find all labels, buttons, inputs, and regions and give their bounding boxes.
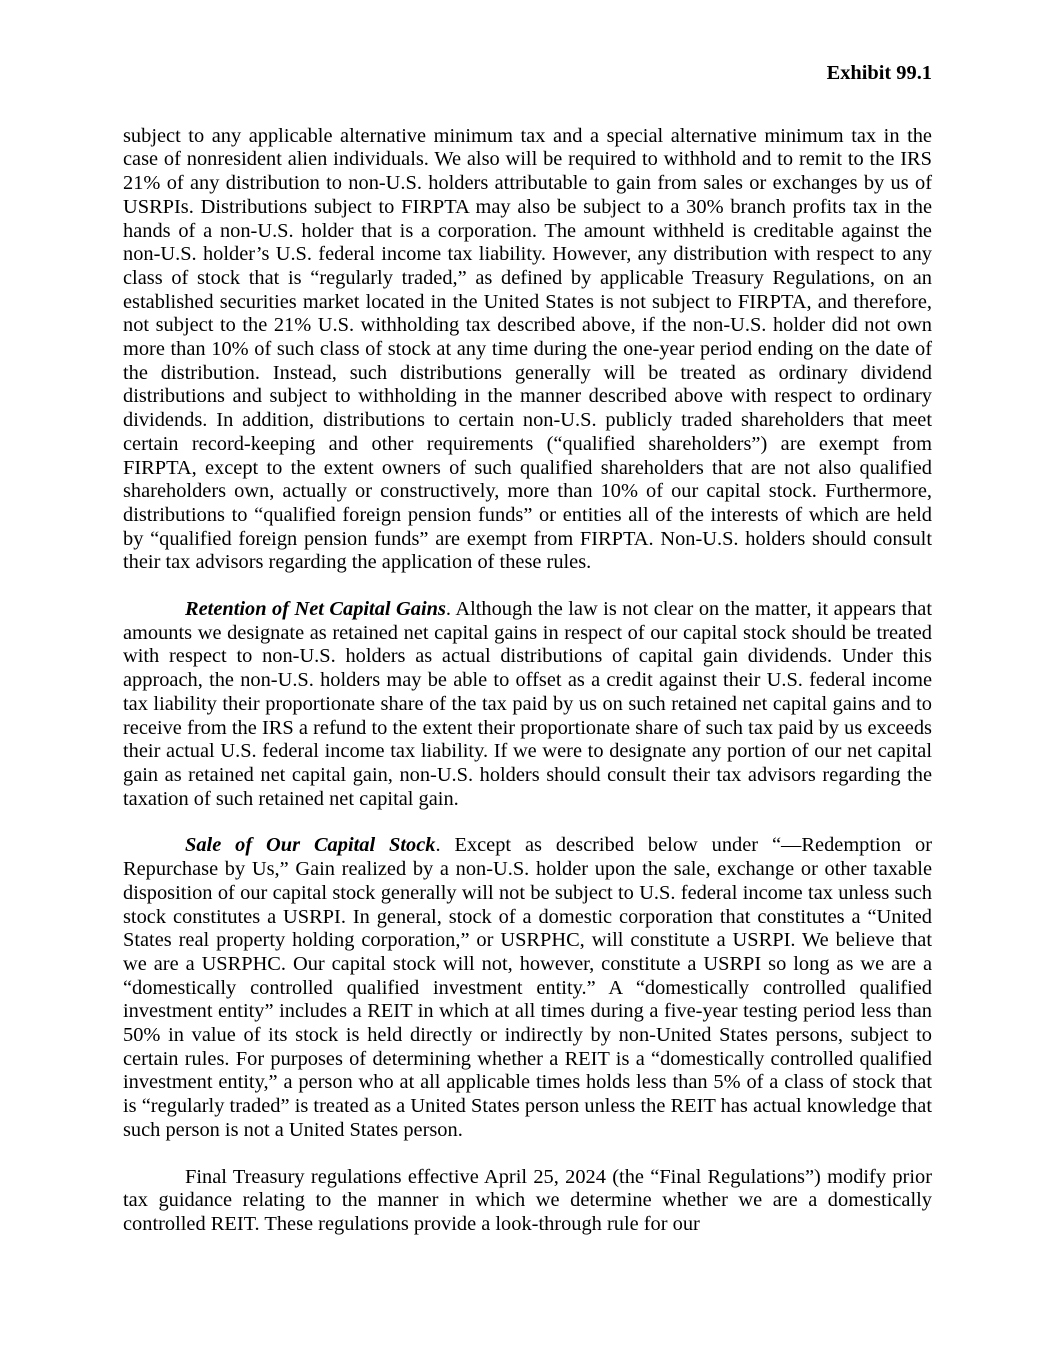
exhibit-label: Exhibit 99.1: [826, 62, 932, 84]
paragraph-text: subject to any applicable alternative minimum tax and a special alternative minimum tax in the case of nonresident alien individuals. We also will be required to withhold and to remit to the IRS 21% of any distribution to non-U.S. holders attributable to gain from sales or exchanges by us of USRPIs. Distributions subject to FIRPTA may also be subject to a 30% branch profits tax in the hands of a non-U.S. holder that is a corporation. The amount withheld is creditable against the non-U.S. holder’s U.S. federal income tax liability. However, any distribution with respect to any class of stock that is “regularly traded,” as defined by applicable Treasury Regulations, on an established securities market located in the United States is not subject to FIRPTA, and therefore, not subject to the 21% U.S. withholding tax described above, if the non-U.S. holder did not own more than 10% of such class of stock at any time during the one-year period ending on the date of the distribution. Instead, such distributions generally will be treated as ordinary dividend distributions and subject to withholding in the manner described above with respect to ordinary dividends. In addition, distributions to certain non-U.S. publicly traded shareholders that meet certain record-keeping and other requirements (“qualified shareholders”) are exempt from FIRPTA, except to the extent owners of such qualified shareholders that are not also qualified shareholders own, actually or constructively, more than 10% of our capital stock. Furthermore, distributions to “qualified foreign pension funds” or entities all of the interests of which are held by “qualified foreign pension funds” are exempt from FIRPTA. Non-U.S. holders should consult their tax advisors regarding the application of these rules.: [123, 124, 932, 574]
paragraph-text: . Except as described below under “—Redemption or Repurchase by Us,” Gain realized by a non-U.S. holder upon the sale, exchange or other taxable disposition of our capital stock generally will not be subject to U.S. federal income tax unless such stock constitutes a USRPI. In general, stock of a domestic corporation that constitutes a “United States real property holding corporation,” or USRPHC, will constitute a USRPI. We believe that we are a USRPHC. Our capital stock will not, however, constitute a USRPI so long as we are a “domestically controlled qualified investment entity.” A “domestically controlled qualified investment entity” includes a REIT in which at all times during a five-year testing period less than 50% in value of its stock is held directly or indirectly by non-United States persons, subject to certain rules. For purposes of determining whether a REIT is a “domestically controlled qualified investment entity,” a person who at all applicable times holds less than 5% of a class of stock that is “regularly traded” is treated as a United States person unless the REIT has actual knowledge that such person is not a United States person.: [123, 834, 932, 1141]
paragraph-sale-of-our-capital-stock: [123, 834, 932, 1142]
paragraph-retention-of-net-capital-gains: [123, 598, 932, 811]
paragraph-lead: Sale of Our Capital Stock: [185, 834, 436, 857]
paragraph-final-regulations: [123, 1166, 932, 1237]
paragraph-lead: Retention of Net Capital Gains: [185, 598, 446, 621]
paragraph-text: . Although the law is not clear on the matter, it appears that amounts we designate as retained net capital gains in respect of our capital stock should be treated with respect to non-U.S. holders as actual distributions of capital gain dividends. Under this approach, the non-U.S. holders may be able to offset as a credit against their U.S. federal income tax liability their proportionate share of the tax paid by us on such retained net capital gains and to receive from the IRS a refund to the extent their proportionate share of such tax paid by us exceeds their actual U.S. federal income tax liability. If we were to designate any portion of our net capital gain as retained net capital gain, non-U.S. holders should consult their tax advisors regarding the taxation of such retained net capital gain.: [123, 598, 932, 810]
paragraph-firpta-withholding: [123, 125, 932, 575]
paragraph-text: Final Treasury regulations effective April 25, 2024 (the “Final Regulations”) modify prior tax guidance relating to the manner in which we determine whether we are a domestically controlled REIT. These regulations provide a look-through rule for our: [123, 1165, 932, 1235]
